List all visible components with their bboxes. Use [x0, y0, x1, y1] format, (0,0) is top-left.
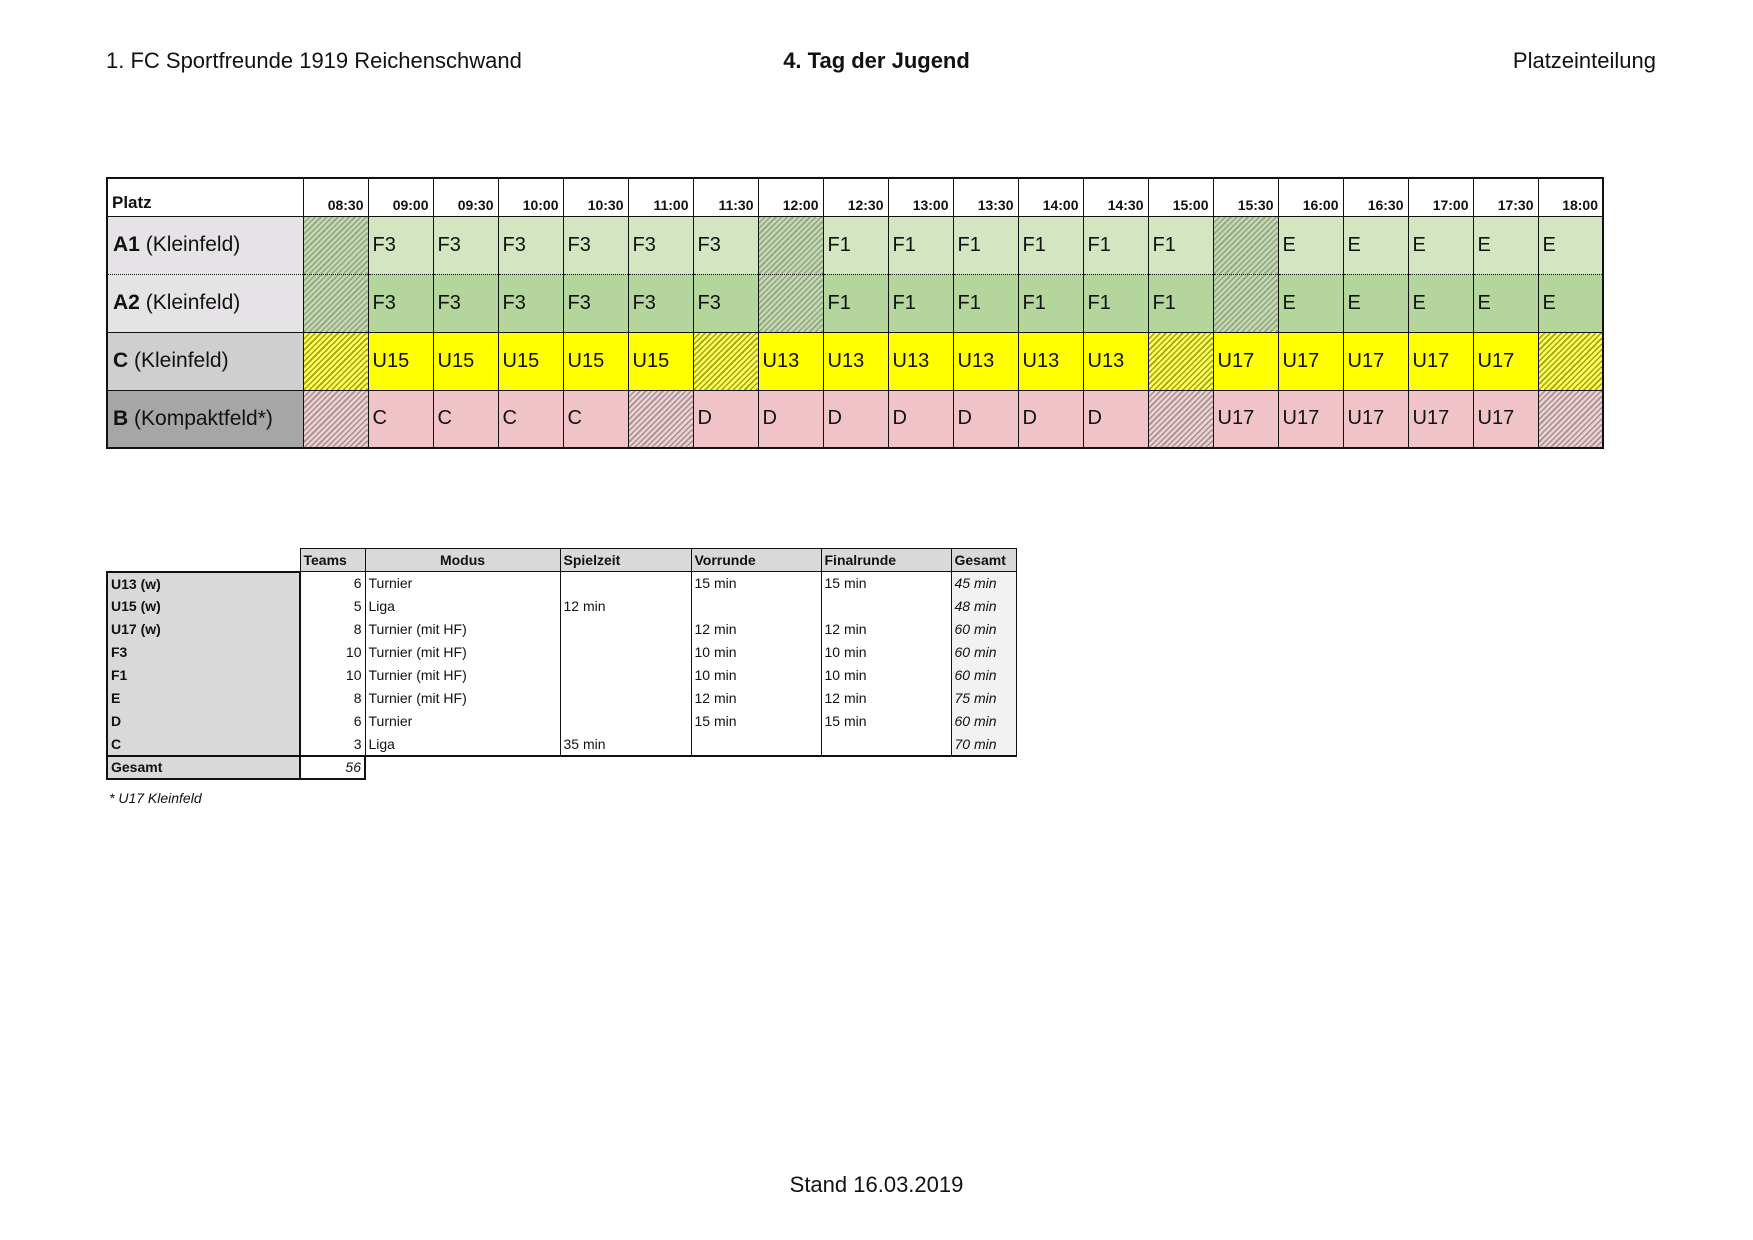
- vorrunde-cell: 15 min: [691, 710, 821, 733]
- footnote: * U17 Kleinfeld: [109, 790, 202, 806]
- schedule-cell: F3: [628, 216, 693, 274]
- spielzeit-cell: 35 min: [560, 733, 691, 756]
- gesamt-cell: 48 min: [951, 595, 1016, 618]
- schedule-cell: E: [1538, 274, 1603, 332]
- blocked-slot: [693, 332, 758, 390]
- field-row-a1: [107, 216, 1603, 274]
- summary-corner: [107, 549, 300, 572]
- blocked-slot: [628, 390, 693, 448]
- age-group-label: F3: [107, 641, 300, 664]
- finalrunde-cell: 10 min: [821, 641, 951, 664]
- spielzeit-cell: [560, 664, 691, 687]
- schedule-cell: U15: [433, 332, 498, 390]
- total-teams: 56: [300, 756, 365, 779]
- teams-cell: 8: [300, 687, 365, 710]
- schedule-cell: U17: [1473, 390, 1538, 448]
- summary-row: [107, 733, 1016, 756]
- gesamt-cell: 60 min: [951, 710, 1016, 733]
- gesamt-cell: 45 min: [951, 572, 1016, 595]
- schedule-cell: F1: [953, 274, 1018, 332]
- time-header: 12:30: [823, 178, 888, 216]
- schedule-cell: U15: [368, 332, 433, 390]
- schedule-cell: U17: [1473, 332, 1538, 390]
- spielzeit-header: Spielzeit: [560, 549, 691, 572]
- time-header: 11:00: [628, 178, 693, 216]
- schedule-cell: C: [433, 390, 498, 448]
- vorrunde-cell: 10 min: [691, 664, 821, 687]
- schedule-cell: U17: [1343, 390, 1408, 448]
- schedule-cell: F1: [888, 274, 953, 332]
- finalrunde-cell: 12 min: [821, 687, 951, 710]
- blocked-slot: [303, 274, 368, 332]
- time-header: 09:00: [368, 178, 433, 216]
- vorrunde-cell: 10 min: [691, 641, 821, 664]
- blocked-slot: [1148, 332, 1213, 390]
- time-header: 13:30: [953, 178, 1018, 216]
- age-group-label: U17 (w): [107, 618, 300, 641]
- summary-header-row: [107, 549, 1016, 572]
- field-label: [107, 332, 303, 390]
- schedule-cell: C: [498, 390, 563, 448]
- schedule-cell: F1: [1018, 216, 1083, 274]
- time-header: 12:00: [758, 178, 823, 216]
- revision-date: Stand 16.03.2019: [789, 1172, 964, 1197]
- schedule-cell: U17: [1213, 390, 1278, 448]
- time-header: 09:30: [433, 178, 498, 216]
- schedule-header-row: [107, 178, 1603, 216]
- finalrunde-cell: 15 min: [821, 572, 951, 595]
- schedule-cell: D: [758, 390, 823, 448]
- schedule-cell: F3: [368, 216, 433, 274]
- time-header: 14:00: [1018, 178, 1083, 216]
- schedule-cell: F3: [368, 274, 433, 332]
- summary-total-row: [107, 756, 1016, 779]
- schedule-cell: U15: [563, 332, 628, 390]
- field-label: [107, 390, 303, 448]
- summary-row: [107, 618, 1016, 641]
- schedule-cell: E: [1473, 216, 1538, 274]
- field-schedule-table: [106, 177, 1604, 449]
- modus-header: Modus: [365, 549, 560, 572]
- finalrunde-cell: 12 min: [821, 618, 951, 641]
- teams-cell: 10: [300, 641, 365, 664]
- time-header: 18:00: [1538, 178, 1603, 216]
- schedule-cell: F3: [628, 274, 693, 332]
- spielzeit-cell: [560, 618, 691, 641]
- schedule-cell: F3: [498, 274, 563, 332]
- schedule-cell: U17: [1278, 332, 1343, 390]
- field-code: C: [113, 349, 129, 372]
- time-header: 15:30: [1213, 178, 1278, 216]
- time-header: 13:00: [888, 178, 953, 216]
- schedule-cell: E: [1278, 274, 1343, 332]
- gesamt-cell: 60 min: [951, 618, 1016, 641]
- summary-row: [107, 572, 1016, 595]
- vorrunde-cell: [691, 595, 821, 618]
- schedule-cell: F3: [433, 274, 498, 332]
- schedule-cell: U13: [823, 332, 888, 390]
- schedule-cell: F3: [498, 216, 563, 274]
- gesamt-header: Gesamt: [951, 549, 1016, 572]
- schedule-cell: U17: [1278, 390, 1343, 448]
- schedule-cell: C: [368, 390, 433, 448]
- schedule-cell: C: [563, 390, 628, 448]
- summary-row: [107, 595, 1016, 618]
- schedule-cell: E: [1408, 216, 1473, 274]
- teams-cell: 10: [300, 664, 365, 687]
- schedule-cell: F1: [1083, 274, 1148, 332]
- time-header: 08:30: [303, 178, 368, 216]
- schedule-cell: U13: [953, 332, 1018, 390]
- time-header: 17:00: [1408, 178, 1473, 216]
- blocked-slot: [758, 216, 823, 274]
- teams-cell: 8: [300, 618, 365, 641]
- field-label: [107, 216, 303, 274]
- age-group-label: C: [107, 733, 300, 756]
- spielzeit-cell: [560, 710, 691, 733]
- modus-cell: Turnier: [365, 572, 560, 595]
- schedule-cell: F1: [823, 274, 888, 332]
- modus-cell: Liga: [365, 733, 560, 756]
- schedule-cell: U17: [1408, 390, 1473, 448]
- summary-row: [107, 710, 1016, 733]
- schedule-cell: F1: [953, 216, 1018, 274]
- gesamt-cell: 70 min: [951, 733, 1016, 756]
- schedule-cell: D: [1083, 390, 1148, 448]
- schedule-cell: E: [1473, 274, 1538, 332]
- time-header: 16:00: [1278, 178, 1343, 216]
- field-row-c: [107, 332, 1603, 390]
- schedule-cell: E: [1343, 216, 1408, 274]
- schedule-cell: F3: [433, 216, 498, 274]
- teams-cell: 5: [300, 595, 365, 618]
- field-type: (Kleinfeld): [134, 349, 229, 372]
- blocked-slot: [1148, 390, 1213, 448]
- time-header: 17:30: [1473, 178, 1538, 216]
- age-group-label: D: [107, 710, 300, 733]
- schedule-cell: E: [1538, 216, 1603, 274]
- age-group-label: F1: [107, 664, 300, 687]
- blocked-slot: [1538, 390, 1603, 448]
- field-row-b: [107, 390, 1603, 448]
- summary-row: [107, 687, 1016, 710]
- time-header: 15:00: [1148, 178, 1213, 216]
- blocked-slot: [1213, 216, 1278, 274]
- finalrunde-cell: [821, 595, 951, 618]
- gesamt-cell: 75 min: [951, 687, 1016, 710]
- platz-header: Platz: [107, 178, 303, 216]
- summary-row: [107, 641, 1016, 664]
- blocked-slot: [303, 216, 368, 274]
- summary-row: [107, 664, 1016, 687]
- age-group-label: U15 (w): [107, 595, 300, 618]
- schedule-cell: U17: [1343, 332, 1408, 390]
- vorrunde-cell: 12 min: [691, 618, 821, 641]
- field-row-a2: [107, 274, 1603, 332]
- schedule-cell: F1: [888, 216, 953, 274]
- spielzeit-cell: 12 min: [560, 595, 691, 618]
- finalrunde-cell: 15 min: [821, 710, 951, 733]
- blocked-slot: [303, 390, 368, 448]
- schedule-cell: U17: [1213, 332, 1278, 390]
- time-header: 14:30: [1083, 178, 1148, 216]
- schedule-cell: F3: [693, 216, 758, 274]
- schedule-cell: F1: [1148, 216, 1213, 274]
- schedule-cell: D: [693, 390, 758, 448]
- event-title: 4. Tag der Jugend: [783, 48, 970, 73]
- schedule-cell: U17: [1408, 332, 1473, 390]
- field-code: B: [113, 406, 129, 430]
- club-name: 1. FC Sportfreunde 1919 Reichenschwand: [106, 48, 522, 73]
- schedule-cell: U15: [498, 332, 563, 390]
- blocked-slot: [1213, 274, 1278, 332]
- modus-cell: Turnier (mit HF): [365, 664, 560, 687]
- schedule-cell: U13: [758, 332, 823, 390]
- finalrunde-cell: 10 min: [821, 664, 951, 687]
- field-type: (Kompaktfeld*): [134, 406, 273, 430]
- schedule-cell: F3: [563, 274, 628, 332]
- finalrunde-cell: [821, 733, 951, 756]
- schedule-cell: U15: [628, 332, 693, 390]
- field-label: [107, 274, 303, 332]
- schedule-cell: F1: [823, 216, 888, 274]
- schedule-cell: F1: [1018, 274, 1083, 332]
- age-group-label: U13 (w): [107, 572, 300, 595]
- schedule-cell: U13: [1083, 332, 1148, 390]
- finalrunde-header: Finalrunde: [821, 549, 951, 572]
- schedule-cell: U13: [888, 332, 953, 390]
- total-label: Gesamt: [107, 756, 300, 779]
- document-type: Platzeinteilung: [1512, 48, 1656, 73]
- gesamt-cell: 60 min: [951, 641, 1016, 664]
- teams-header: Teams: [300, 549, 365, 572]
- age-group-label: E: [107, 687, 300, 710]
- total-blank: [365, 756, 1016, 779]
- schedule-cell: E: [1278, 216, 1343, 274]
- vorrunde-cell: 12 min: [691, 687, 821, 710]
- modus-cell: Turnier: [365, 710, 560, 733]
- schedule-cell: F3: [693, 274, 758, 332]
- field-code: A2: [113, 291, 140, 314]
- time-header: 10:30: [563, 178, 628, 216]
- vorrunde-cell: 15 min: [691, 572, 821, 595]
- modus-cell: Turnier (mit HF): [365, 618, 560, 641]
- teams-cell: 6: [300, 572, 365, 595]
- schedule-cell: F1: [1083, 216, 1148, 274]
- spielzeit-cell: [560, 641, 691, 664]
- vorrunde-cell: [691, 733, 821, 756]
- field-code: A1: [113, 233, 140, 256]
- schedule-cell: F3: [563, 216, 628, 274]
- schedule-cell: D: [888, 390, 953, 448]
- blocked-slot: [758, 274, 823, 332]
- schedule-cell: E: [1343, 274, 1408, 332]
- spielzeit-cell: [560, 687, 691, 710]
- spielzeit-cell: [560, 572, 691, 595]
- field-type: (Kleinfeld): [145, 291, 241, 314]
- schedule-cell: D: [823, 390, 888, 448]
- field-type: (Kleinfeld): [145, 233, 241, 256]
- schedule-cell: D: [953, 390, 1018, 448]
- modus-cell: Liga: [365, 595, 560, 618]
- teams-cell: 6: [300, 710, 365, 733]
- summary-table: [106, 548, 1017, 780]
- schedule-cell: U13: [1018, 332, 1083, 390]
- time-header: 16:30: [1343, 178, 1408, 216]
- time-header: 10:00: [498, 178, 563, 216]
- vorrunde-header: Vorrunde: [691, 549, 821, 572]
- modus-cell: Turnier (mit HF): [365, 687, 560, 710]
- modus-cell: Turnier (mit HF): [365, 641, 560, 664]
- schedule-cell: D: [1018, 390, 1083, 448]
- time-header: 11:30: [693, 178, 758, 216]
- schedule-cell: E: [1408, 274, 1473, 332]
- teams-cell: 3: [300, 733, 365, 756]
- gesamt-cell: 60 min: [951, 664, 1016, 687]
- schedule-cell: F1: [1148, 274, 1213, 332]
- blocked-slot: [1538, 332, 1603, 390]
- blocked-slot: [303, 332, 368, 390]
